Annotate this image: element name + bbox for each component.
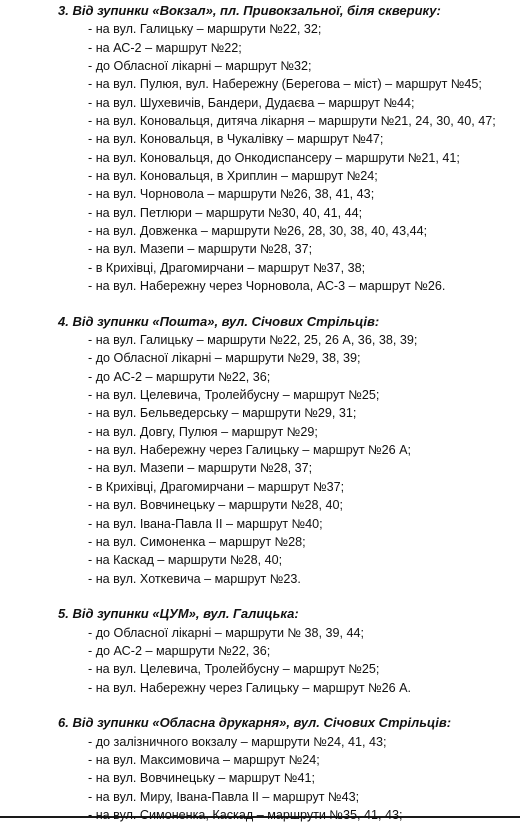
- route-list-item: - на вул. Хоткевича – маршрут №23.: [88, 571, 301, 586]
- route-list-item: - на вул. Бельведерську – маршрути №29, 31;: [88, 406, 357, 421]
- stop-heading: 6. Від зупинки «Обласна друкарня», вул. Січових Стрільців:: [58, 715, 452, 731]
- route-list-item: - на вул. Пулюя, вул. Набережну (Берегова – міст) – маршрут №45;: [88, 77, 482, 92]
- route-list-item: - на вул. Коновальця, в Хриплин – маршрут №24;: [88, 168, 378, 183]
- route-list-item: - на вул. Довгу, Пулюя – маршрут №29;: [88, 424, 318, 439]
- stop-section: [0, 605, 520, 697]
- route-list-item: - на вул. Івана-Павла ІІ – маршрут №40;: [88, 516, 323, 531]
- route-list-item: - на вул. Галицьку – маршрути №22, 32;: [88, 22, 322, 37]
- route-list: [0, 331, 520, 588]
- route-list-item: - на вул. Мазепи – маршрути №28, 37;: [88, 242, 313, 257]
- route-list-item: - на вул. Вовчинецьку – маршрут №41;: [88, 771, 315, 786]
- route-list-item: - на вул. Максимовича – маршрут №24;: [88, 753, 320, 767]
- stop-section: [0, 2, 520, 295]
- route-list-item: - на вул. Миру, Івана-Павла ІІ – маршрут №43;: [88, 789, 360, 804]
- route-list: [0, 624, 520, 697]
- route-list-item: - на вул. Коновальця, дитяча лікарня – маршрути №21, 24, 30, 40, 47;: [88, 113, 496, 128]
- route-list-item: - на вул. Целевича, Тролейбусну – маршрут №25;: [88, 662, 380, 677]
- route-list-item: - на вул. Довженка – маршрути №26, 28, 30, 38, 40, 43,44;: [88, 223, 428, 238]
- route-list-item: - до Обласної лікарні – маршрути №29, 38, 39;: [88, 351, 361, 366]
- route-list-item: - на вул. Набережну через Чорновола, АС-3 – маршрут №26.: [88, 279, 446, 294]
- route-list-item: - на вул. Мазепи – маршрути №28, 37;: [88, 461, 313, 476]
- bus-routes-list: [0, 2, 520, 824]
- route-list-item: - до Обласної лікарні – маршрути № 38, 39, 44;: [88, 625, 365, 640]
- route-list: [0, 733, 520, 824]
- route-list-item: - до АС-2 – маршрути №22, 36;: [88, 643, 271, 658]
- route-list-item: - на вул. Шухевичів, Бандери, Дудаєва – маршрут №44;: [88, 95, 415, 110]
- route-list-item: - на вул. Вовчинецьку – маршрути №28, 40;: [88, 498, 343, 513]
- stop-section: [0, 714, 520, 824]
- route-list: [0, 20, 520, 295]
- route-list-item: - на вул. Коновальця, в Чукалівку – маршрут №47;: [88, 132, 384, 147]
- route-list-item: - на вул. Чорновола – маршрути №26, 38, 41, 43;: [88, 187, 375, 202]
- route-list-item: - на вул. Набережну через Галицьку – маршрут №26 А.: [88, 680, 412, 695]
- stop-section: [0, 313, 520, 588]
- route-list-item: - до Обласної лікарні – маршрут №32;: [88, 58, 312, 73]
- route-list-item: - на АС-2 – маршрут №22;: [88, 40, 242, 55]
- stop-heading: 3. Від зупинки «Вокзал», пл. Привокзальної, біля скверику:: [58, 3, 441, 18]
- route-list-item: - на вул. Симоненка – маршрут №28;: [88, 534, 306, 549]
- route-list-item: - до залізничного вокзалу – маршрути №24, 41, 43;: [88, 734, 387, 749]
- route-list-item: - до АС-2 – маршрути №22, 36;: [88, 369, 271, 384]
- route-list-item: - на вул. Целевича, Тролейбусну – маршрут №25;: [88, 388, 380, 403]
- stop-heading: 4. Від зупинки «Пошта», вул. Січових Стрільців:: [58, 313, 380, 329]
- route-list-item: - на вул. Коновальця, до Онкодиспансеру – маршрути №21, 41;: [88, 150, 460, 165]
- route-list-item: - на вул. Петлюри – маршрути №30, 40, 41, 44;: [88, 205, 363, 220]
- route-list-item: - на вул. Галицьку – маршрути №22, 25, 26 А, 36, 38, 39;: [88, 333, 418, 348]
- route-list-item: - в Крихівці, Драгомирчани – маршрут №37;: [88, 479, 345, 494]
- stop-heading: 5. Від зупинки «ЦУМ», вул. Галицька:: [58, 606, 299, 622]
- route-list-item: - на вул. Симоненка, Каскад – маршрути №35, 41, 43;: [88, 808, 403, 823]
- route-list-item: - на Каскад – маршрути №28, 40;: [88, 553, 283, 568]
- route-list-item: - на вул. Набережну через Галицьку – маршрут №26 А;: [88, 443, 412, 458]
- route-list-item: - в Крихівці, Драгомирчани – маршрут №37, 38;: [88, 260, 366, 275]
